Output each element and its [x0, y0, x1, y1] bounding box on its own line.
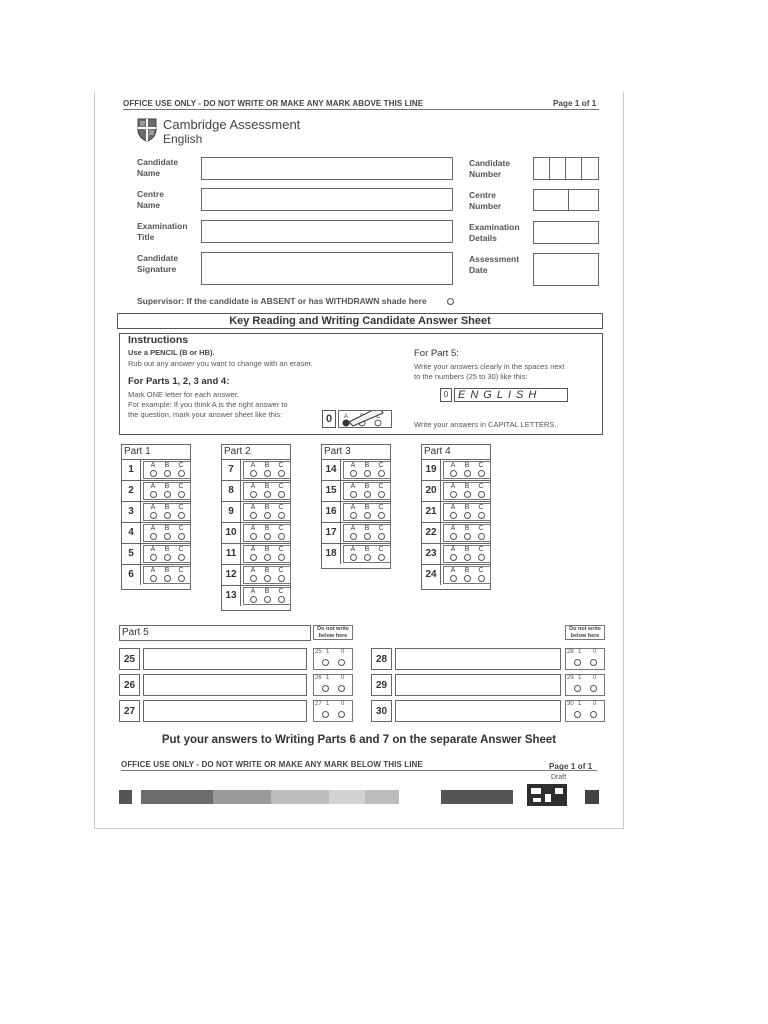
option-bubble-a: [450, 491, 457, 498]
option-bubble-a: [250, 512, 257, 519]
question-row: [122, 459, 190, 480]
answer-options[interactable]: A B C: [443, 482, 491, 500]
option-bubble-c: [378, 470, 385, 477]
part-5-row: [119, 648, 359, 670]
cambridge-shield-icon: [137, 118, 157, 142]
marker-box: 29 1 0: [565, 674, 605, 696]
timing-mark: [365, 790, 399, 804]
candidate-signature-label: Candidate Signature: [137, 253, 179, 274]
option-bubble-c: [278, 575, 285, 582]
option-bubble-a: [450, 470, 457, 477]
option-bubble-b: [464, 470, 471, 477]
answer-options[interactable]: A B C: [243, 524, 291, 542]
option-bubble-a: [150, 554, 157, 561]
answer-field[interactable]: [395, 648, 561, 670]
option-bubble-b: [264, 575, 271, 582]
svg-text:C: C: [376, 414, 381, 420]
option-bubble-a: [450, 512, 457, 519]
candidate-name-label: Candidate Name: [137, 157, 179, 178]
timing-mark: [329, 790, 365, 804]
examination-title-label: Examination Title: [137, 221, 188, 242]
option-bubble-a: [250, 533, 257, 540]
part-5-line-3: Write your answers in CAPITAL LETTERS.: [414, 420, 557, 429]
answer-options[interactable]: A B C: [443, 503, 491, 521]
answer-options[interactable]: A B C: [143, 503, 191, 521]
question-number: 20: [422, 481, 441, 501]
marker-box: 27 1 0: [313, 700, 353, 722]
question-row: [322, 480, 390, 501]
page-number-top: Page 1 of 1: [553, 99, 597, 108]
question-row: [422, 522, 490, 543]
option-bubble-c: [278, 554, 285, 561]
part-5-row: [371, 700, 611, 722]
answer-options[interactable]: A B C: [343, 461, 391, 479]
option-bubble-b: [164, 575, 171, 582]
answer-options[interactable]: A B C: [143, 461, 191, 479]
part-5-title: Part 5: [119, 625, 311, 641]
question-number: 7: [222, 460, 241, 480]
option-bubble-a: [150, 491, 157, 498]
example-number: 0: [322, 410, 336, 428]
timing-mark: [213, 790, 271, 804]
question-number: 14: [322, 460, 341, 480]
answer-options[interactable]: A B C: [143, 482, 191, 500]
option-bubble-b: [164, 470, 171, 477]
svg-text:A: A: [344, 414, 349, 420]
part-5-example-number: 0: [440, 388, 452, 402]
option-bubble-a: [250, 491, 257, 498]
question-row: [222, 459, 290, 480]
question-number: 26: [119, 674, 140, 696]
question-row: [322, 543, 390, 564]
question-number: 1: [122, 460, 141, 480]
question-number: 4: [122, 523, 141, 543]
parts-1-4-line-2: For example: If you think A is the right answer to: [128, 400, 288, 409]
question-number: 27: [119, 700, 140, 722]
option-bubble-a: [150, 533, 157, 540]
option-bubble-a: [150, 470, 157, 477]
question-row: [322, 459, 390, 480]
option-bubble-a: [250, 575, 257, 582]
logo-line-1: Cambridge Assessment: [163, 117, 301, 132]
option-bubble-b: [364, 491, 371, 498]
digit-box[interactable]: [568, 189, 599, 211]
part-5-row: [119, 674, 359, 696]
answer-options[interactable]: A B C: [243, 566, 291, 584]
question-row: [122, 564, 190, 585]
part-5-line-1: Write your answers clearly in the spaces next: [414, 362, 565, 371]
question-row: [422, 543, 490, 564]
centre-number-field[interactable]: [533, 189, 599, 211]
candidate-number-field[interactable]: [533, 157, 599, 180]
question-row: [122, 501, 190, 522]
option-bubble-c: [378, 512, 385, 519]
centre-number-label: Centre Number: [469, 190, 502, 211]
option-bubble-a: [350, 533, 357, 540]
examination-details-field[interactable]: [533, 221, 599, 244]
timing-mark: [141, 790, 213, 804]
part-4-block: [421, 444, 491, 590]
option-bubble-c: [178, 512, 185, 519]
answer-options[interactable]: A B C: [343, 524, 391, 542]
option-bubble-a: [250, 554, 257, 561]
answer-options[interactable]: A B C: [443, 566, 491, 584]
option-bubble-b: [164, 491, 171, 498]
centre-name-label: Centre Name: [137, 189, 164, 210]
question-number: 17: [322, 523, 341, 543]
option-bubble-b: [364, 470, 371, 477]
option-bubble-c: [478, 470, 485, 477]
question-row: [422, 459, 490, 480]
answer-options[interactable]: A B C: [143, 545, 191, 563]
bottom-rule: [121, 770, 597, 771]
absent-bubble[interactable]: [447, 298, 454, 305]
sheet-title: Key Reading and Writing Candidate Answer Sheet: [117, 313, 603, 329]
marker-box: 25 1 0: [313, 648, 353, 670]
question-number: 2: [122, 481, 141, 501]
logo-line-2: English: [163, 132, 203, 146]
part-5-row: [371, 648, 611, 670]
question-row: [422, 480, 490, 501]
example-options: [338, 410, 392, 428]
option-bubble-c: [478, 554, 485, 561]
answer-sheet: [94, 92, 624, 829]
option-bubble-a: [150, 512, 157, 519]
parts-1-4-line-3: the question, mark your answer sheet like this:: [128, 410, 283, 419]
option-bubble-b: [164, 554, 171, 561]
option-bubble-c: [278, 512, 285, 519]
answer-options[interactable]: A B C: [243, 545, 291, 563]
draft-label: Draft: [551, 774, 567, 781]
part-5-row: [119, 700, 359, 722]
question-row: [222, 480, 290, 501]
parts-1-4-line-1: Mark ONE letter for each answer.: [128, 390, 239, 399]
timing-mark: [441, 790, 513, 804]
digit-box[interactable]: [565, 157, 582, 180]
question-row: [222, 501, 290, 522]
examination-details-label: Examination Details: [469, 222, 520, 243]
question-row: [222, 522, 290, 543]
option-bubble-b: [264, 470, 271, 477]
digit-box[interactable]: [549, 157, 566, 180]
part-1-block: [121, 444, 191, 590]
option-bubble-b: [264, 533, 271, 540]
question-row: [422, 564, 490, 585]
option-bubble-a: [150, 575, 157, 582]
page-number-bottom: Page 1 of 1: [549, 762, 593, 771]
example-mark: [322, 410, 394, 428]
question-row: [422, 501, 490, 522]
option-bubble-c: [378, 491, 385, 498]
supervisor-note: Supervisor: If the candidate is ABSENT or has WITHDRAWN shade here: [137, 296, 427, 306]
question-row: [222, 543, 290, 564]
question-number: 21: [422, 502, 441, 522]
option-bubble-c: [278, 491, 285, 498]
instructions-heading: Instructions: [128, 334, 189, 346]
answer-field[interactable]: [143, 674, 307, 696]
question-number: 18: [322, 544, 341, 564]
option-bubble-c: [278, 533, 285, 540]
option-bubble-c: [478, 491, 485, 498]
question-number: 15: [322, 481, 341, 501]
instructions-panel: [119, 333, 603, 435]
examination-title-field[interactable]: [201, 220, 453, 243]
do-not-write-right: Do not write below here: [565, 625, 605, 640]
answer-options[interactable]: A B C: [243, 482, 291, 500]
part-3-title: Part 3: [324, 446, 351, 457]
option-bubble-b: [364, 533, 371, 540]
assessment-date-label: Assessment Date: [469, 254, 520, 275]
answer-options[interactable]: A B C: [343, 503, 391, 521]
option-bubble-a: [450, 554, 457, 561]
question-row: [122, 543, 190, 564]
option-bubble-c: [178, 470, 185, 477]
marker-box: 26 1 0: [313, 674, 353, 696]
marker-box: 28 1 0: [565, 648, 605, 670]
digit-box[interactable]: [533, 189, 569, 211]
candidate-number-label: Candidate Number: [469, 158, 511, 179]
question-row: [122, 480, 190, 501]
option-bubble-b: [364, 512, 371, 519]
office-use-bottom: OFFICE USE ONLY - DO NOT WRITE OR MAKE ANY MARK BELOW THIS LINE: [121, 760, 423, 769]
option-bubble-b: [464, 554, 471, 561]
question-row: [222, 585, 290, 606]
centre-name-field[interactable]: [201, 188, 453, 211]
candidate-name-field[interactable]: [201, 157, 453, 180]
answer-options[interactable]: A B C: [343, 545, 391, 563]
option-bubble-c: [478, 533, 485, 540]
option-bubble-c: [378, 554, 385, 561]
option-bubble-c: [178, 533, 185, 540]
pencil-mark-icon: [339, 411, 393, 429]
question-number: 12: [222, 565, 241, 585]
option-bubble-b: [264, 596, 271, 603]
question-number: 3: [122, 502, 141, 522]
office-use-top: OFFICE USE ONLY - DO NOT WRITE OR MAKE ANY MARK ABOVE THIS LINE: [123, 99, 424, 108]
answer-options[interactable]: A B C: [443, 545, 491, 563]
option-bubble-c: [478, 575, 485, 582]
option-bubble-c: [278, 470, 285, 477]
answer-options[interactable]: A B C: [143, 524, 191, 542]
question-number: 6: [122, 565, 141, 585]
question-number: 22: [422, 523, 441, 543]
writing-parts-note: Put your answers to Writing Parts 6 and 7 on the separate Answer Sheet: [161, 734, 557, 746]
question-number: 28: [371, 648, 392, 670]
timing-mark: [271, 790, 329, 804]
do-not-write-left: Do not write below here: [313, 625, 353, 640]
answer-options[interactable]: A B C: [443, 524, 491, 542]
question-row: [122, 522, 190, 543]
option-bubble-b: [264, 512, 271, 519]
timing-mark: [585, 790, 599, 804]
option-bubble-b: [464, 575, 471, 582]
option-bubble-a: [350, 491, 357, 498]
part-5-example-word: ENGLISH: [454, 388, 568, 402]
question-number: 10: [222, 523, 241, 543]
question-number: 9: [222, 502, 241, 522]
question-number: 25: [119, 648, 140, 670]
part-5-heading: For Part 5:: [414, 348, 459, 359]
question-number: 30: [371, 700, 392, 722]
option-bubble-a: [350, 470, 357, 477]
option-bubble-c: [478, 512, 485, 519]
question-row: [322, 522, 390, 543]
option-bubble-b: [164, 533, 171, 540]
option-bubble-c: [178, 575, 185, 582]
option-bubble-a: [350, 512, 357, 519]
digit-box[interactable]: [533, 157, 550, 180]
top-rule: [123, 109, 599, 110]
part-4-title: Part 4: [424, 446, 451, 457]
option-bubble-b: [464, 533, 471, 540]
question-number: 23: [422, 544, 441, 564]
question-number: 8: [222, 481, 241, 501]
part-1-title: Part 1: [124, 446, 151, 457]
part-5-row: [371, 674, 611, 696]
part-2-block: [221, 444, 291, 611]
option-bubble-b: [464, 512, 471, 519]
part-2-title: Part 2: [224, 446, 251, 457]
option-bubble-c: [178, 554, 185, 561]
question-number: 24: [422, 565, 441, 585]
instructions-pencil: Use a PENCIL (B or HB).: [128, 348, 215, 357]
option-bubble-a: [350, 554, 357, 561]
option-bubble-b: [264, 554, 271, 561]
question-number: 13: [222, 586, 241, 606]
option-bubble-a: [250, 470, 257, 477]
answer-options[interactable]: A B C: [443, 461, 491, 479]
digit-box[interactable]: [581, 157, 599, 180]
option-bubble-c: [278, 596, 285, 603]
question-number: 16: [322, 502, 341, 522]
answer-field[interactable]: [143, 700, 307, 722]
answer-field[interactable]: [143, 648, 307, 670]
option-bubble-b: [464, 491, 471, 498]
option-bubble-b: [264, 491, 271, 498]
parts-1-4-heading: For Parts 1, 2, 3 and 4:: [128, 376, 230, 387]
option-bubble-b: [364, 554, 371, 561]
answer-options[interactable]: A B C: [243, 587, 291, 605]
candidate-signature-field[interactable]: [201, 252, 453, 285]
qr-code-icon: [527, 784, 567, 806]
answer-options[interactable]: A B C: [343, 482, 391, 500]
part-3-block: [321, 444, 391, 569]
question-number: 29: [371, 674, 392, 696]
marker-box: 30 1 0: [565, 700, 605, 722]
instructions-eraser: Rub out any answer you want to change with an eraser.: [128, 359, 313, 368]
question-row: [322, 501, 390, 522]
question-number: 19: [422, 460, 441, 480]
answer-field[interactable]: [395, 700, 561, 722]
question-row: [222, 564, 290, 585]
scan-marks: [119, 790, 599, 806]
option-bubble-a: [450, 575, 457, 582]
option-bubble-c: [378, 533, 385, 540]
question-number: 11: [222, 544, 241, 564]
answer-options[interactable]: A B C: [143, 566, 191, 584]
option-bubble-b: [164, 512, 171, 519]
option-bubble-a: [450, 533, 457, 540]
option-bubble-c: [178, 491, 185, 498]
option-bubble-a: [250, 596, 257, 603]
assessment-date-field[interactable]: [533, 253, 599, 286]
answer-options[interactable]: A B C: [243, 461, 291, 479]
answer-field[interactable]: [395, 674, 561, 696]
question-number: 5: [122, 544, 141, 564]
answer-options[interactable]: A B C: [243, 503, 291, 521]
timing-mark: [119, 790, 132, 804]
part-5-line-2: to the numbers (25 to 30) like this:: [414, 372, 528, 381]
